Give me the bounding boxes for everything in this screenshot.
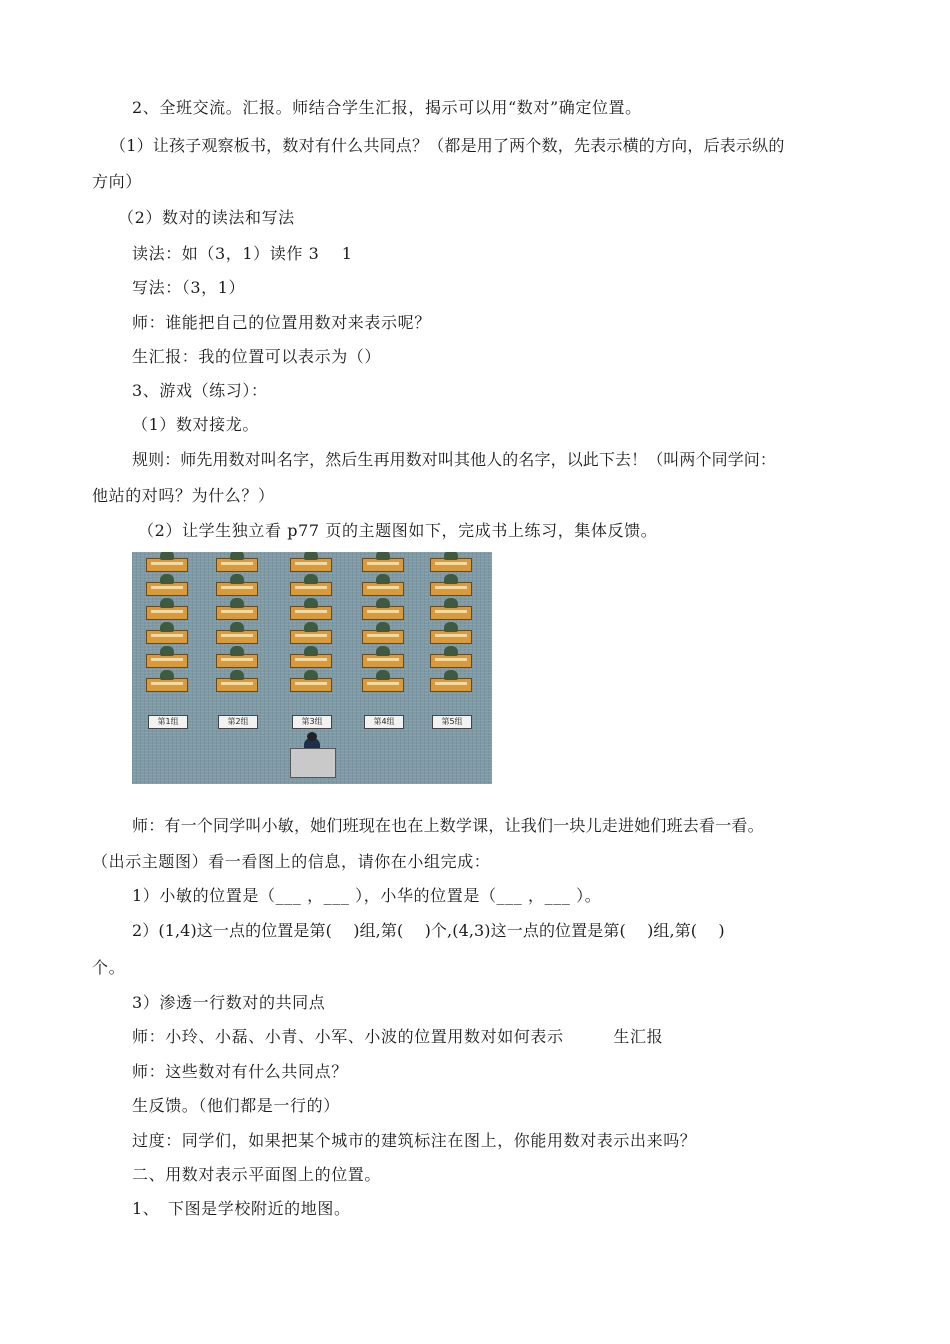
paragraph-line: 师：这些数对有什么共同点？ — [132, 1062, 348, 1081]
paragraph-line: 个。 — [92, 958, 126, 977]
paragraph-line: 2、全班交流。汇报。师结合学生汇报，揭示可以用“数对”确定位置。 — [132, 98, 642, 117]
paragraph-line: （出示主题图）看一看图上的信息，请你在小组完成： — [92, 852, 491, 871]
paragraph-line: （2）让学生独立看 p77 页的主题图如下，完成书上练习，集体反馈。 — [138, 521, 658, 540]
paragraph-line: 读法：如（3，1）读作 3 1 — [132, 244, 353, 263]
paragraph-line: 二、用数对表示平面图上的位置。 — [132, 1165, 382, 1184]
paragraph-line: 规则：师先用数对叫名字，然后生再用数对叫其他人的名字，以此下去！（叫两个同学问： — [132, 450, 777, 469]
group-label: 第4组 — [364, 715, 404, 729]
paragraph-line: 1、 下图是学校附近的地图。 — [132, 1199, 351, 1218]
group-label: 第1组 — [148, 715, 188, 729]
paragraph-line: 生反馈。（他们都是一行的） — [132, 1096, 340, 1115]
paragraph-line: 他站的对吗？为什么？） — [92, 486, 275, 505]
paragraph-line: 方向） — [92, 172, 142, 191]
group-label: 第3组 — [292, 715, 332, 729]
paragraph-line: 1）小敏的位置是（___ ，___ ），小华的位置是（___ ，___ ）。 — [132, 886, 602, 905]
paragraph-line: 过度：同学们，如果把某个城市的建筑标注在图上，你能用数对表示出来吗？ — [132, 1131, 697, 1150]
paragraph-line: （1）数对接龙。 — [132, 415, 259, 434]
group-label: 第2组 — [218, 715, 258, 729]
group-label: 第5组 — [432, 715, 472, 729]
teacher-desk — [290, 748, 336, 778]
paragraph-line: （1）让孩子观察板书，数对有什么共同点？（都是用了两个数，先表示横的方向，后表示纵的 — [110, 136, 785, 155]
paragraph-line: 师：谁能把自己的位置用数对来表示呢？ — [132, 313, 431, 332]
paragraph-line: 2）(1,4)这一点的位置是第( )组,第( )个,(4,3)这一点的位置是第( )组,第( ) — [132, 921, 725, 940]
paragraph-line: 写法：（3，1） — [132, 278, 246, 297]
paragraph-line: 3）渗透一行数对的共同点 — [132, 993, 326, 1012]
paragraph-line: 3、游戏（练习）： — [132, 381, 268, 400]
classroom-seating-figure — [132, 552, 492, 784]
paragraph-line: 生汇报：我的位置可以表示为（） — [132, 347, 382, 366]
paragraph-line: 师：小玲、小磊、小青、小军、小波的位置用数对如何表示 生汇报 — [132, 1027, 664, 1046]
paragraph-line: （2）数对的读法和写法 — [118, 208, 295, 227]
paragraph-line: 师：有一个同学叫小敏，她们班现在也在上数学课，让我们一块儿走进她们班去看一看。 — [132, 816, 764, 835]
